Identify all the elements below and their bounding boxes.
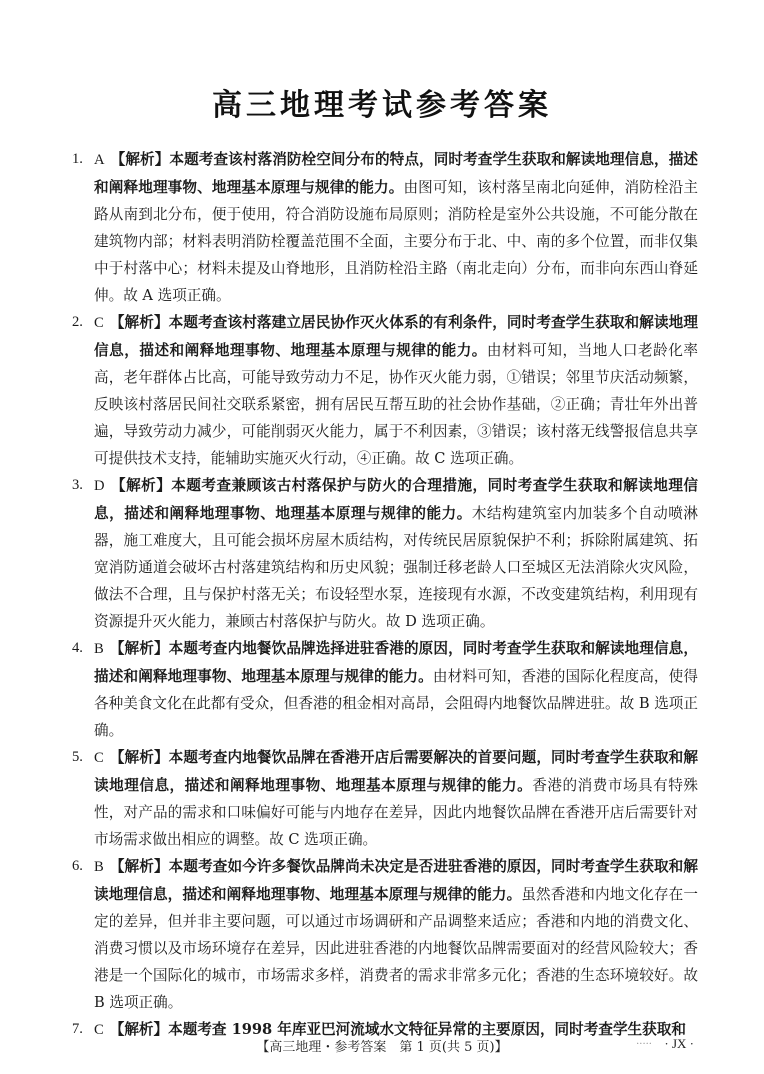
footer-page-info: 【高三地理・参考答案 第 1 页(共 5 页)】 [256, 1040, 508, 1055]
answer-body: 由图可知，该村落呈南北向延伸，消防栓沿主路从南到北分布，便于使用，符合消防设施布局原则；消防栓是室外公共设施，不可能分散在建筑物内部；材料表明消防栓覆盖范围不全面，主要分布于北、中、南的多个位置，而非仅集中于村落中心；材料未提及山脊地形，且消防栓沿主路（南北走向）分布，而非向东西山脊延伸。故 A 选项正确。 [94, 179, 698, 304]
answer-item-1 [72, 146, 698, 309]
answer-item-4 [72, 635, 698, 744]
analysis-tag: 【解析】 [109, 858, 169, 875]
answer-lead: 本题考查该村落消防栓空间分布的特点，同时考查学生获取和解读地理信息，描述和阐释地理事物、地理基本原理与规律的能力。 [94, 151, 698, 196]
analysis-tag: 【解析】 [109, 749, 169, 766]
answer-number: 3. [72, 477, 83, 493]
answer-lead: 本题考查内地餐饮品牌选择进驻香港的原因，同时考查学生获取和解读地理信息，描述和阐释地理事物、地理基本原理与规律的能力。 [94, 640, 698, 685]
analysis-tag: 【解析】 [109, 640, 169, 657]
answer-lead: 本题考查内地餐饮品牌在香港开店后需要解决的首要问题，同时考查学生获取和解读地理信息，描述和阐释地理事物、地理基本原理与规律的能力。 [94, 749, 698, 794]
answer-letter: C [94, 315, 104, 331]
answer-number: 1. [72, 151, 83, 167]
analysis-tag: 【解析】 [109, 314, 169, 331]
analysis-tag: 【解析】 [109, 1021, 169, 1038]
answer-letter: B [94, 859, 104, 875]
answer-number: 2. [72, 314, 83, 330]
answer-body: 由材料可知，香港的国际化程度高，使得各种美食文化在此都有受众，但香港的租金相对高昂，会阻碍内地餐饮品牌进驻。故 B 选项正确。 [94, 668, 698, 739]
answer-lead: 本题考查如今许多餐饮品牌尚未决定是否进驻香港的原因，同时考查学生获取和解读地理信息，描述和阐释地理事物、地理基本原理与规律的能力。 [94, 858, 698, 903]
answer-lead: 本题考查该村落建立居民协作灭火体系的有利条件，同时考查学生获取和解读地理信息，描述和阐释地理事物、地理基本原理与规律的能力。 [94, 314, 698, 359]
footer-code: · JX · [664, 1036, 694, 1051]
answer-item-6 [72, 853, 698, 1016]
answer-letter: B [94, 641, 104, 657]
page-title: 高三地理考试参考答案 [212, 88, 552, 123]
answer-letter: D [94, 478, 105, 494]
answer-item-2 [72, 309, 698, 472]
analysis-tag: 【解析】 [110, 477, 172, 494]
answer-number: 6. [72, 858, 83, 874]
answer-number: 7. [72, 1021, 83, 1037]
analysis-tag: 【解析】 [110, 151, 170, 168]
answer-letter: C [94, 750, 104, 766]
answer-lead: 本题考查兼顾该古村落保护与防火的合理措施，同时考查学生获取和解读地理信息，描述和阐释地理事物、地理基本原理与规律的能力。 [94, 477, 698, 522]
answer-letter: A [94, 152, 105, 168]
answer-number: 5. [72, 749, 83, 765]
answer-body: 香港的消费市场具有特殊性，对产品的需求和口味偏好可能与内地存在差异，因此内地餐饮品牌在香港开店后需要针对市场需求做出相应的调整。故 C 选项正确。 [94, 777, 698, 848]
answer-body: 虽然香港和内地文化存在一定的差异，但并非主要问题，可以通过市场调研和产品调整来适应；香港和内地的消费文化、消费习惯以及市场环境存在差异，因此进驻香港的内地餐饮品牌需要面对的经营风险较大；香港是一个国际化的城市，市场需求多样，消费者的需求非常多元化；香港的生态环境较好。故 B 选项正确。 [94, 886, 698, 1011]
answer-list [72, 146, 698, 1044]
answer-item-3 [72, 472, 698, 635]
answer-number: 4. [72, 640, 83, 656]
answer-lead: 本题考查 1998 年库亚巴河流域水文特征异常的主要原因，同时考查学生获取和 [168, 1021, 686, 1038]
footer-dots: ····· [636, 1039, 652, 1050]
answer-item-5 [72, 744, 698, 853]
answer-body: 木结构建筑室内加装多个自动喷淋器，施工难度大，且可能会损坏房屋木质结构，对传统民居原貌保护不利；拆除附属建筑、拓宽消防通道会破坏古村落建筑结构和历史风貌；强制迁移老龄人口至城区无法消除火灾风险，做法不合理，且与保护村落无关；布设轻型水泵，连接现有水源，不改变建筑结构，利用现有资源提升灭火能力，兼顾古村落保护与防火。故 D 选项正确。 [94, 505, 698, 630]
answer-body: 由材料可知，当地人口老龄化率高，老年群体占比高，可能导致劳动力不足，协作灭火能力弱，①错误；邻里节庆活动频繁，反映该村落居民间社交联系紧密，拥有居民互帮互助的社会协作基础，②正确；青壮年外出普遍，导致劳动力减少，可能削弱灭火能力，属于不利因素，③错误；该村落无线警报信息共享可提供技术支持，能辅助实施灭火行动，④正确。故 C 选项正确。 [94, 342, 698, 467]
answer-letter: C [94, 1022, 104, 1038]
